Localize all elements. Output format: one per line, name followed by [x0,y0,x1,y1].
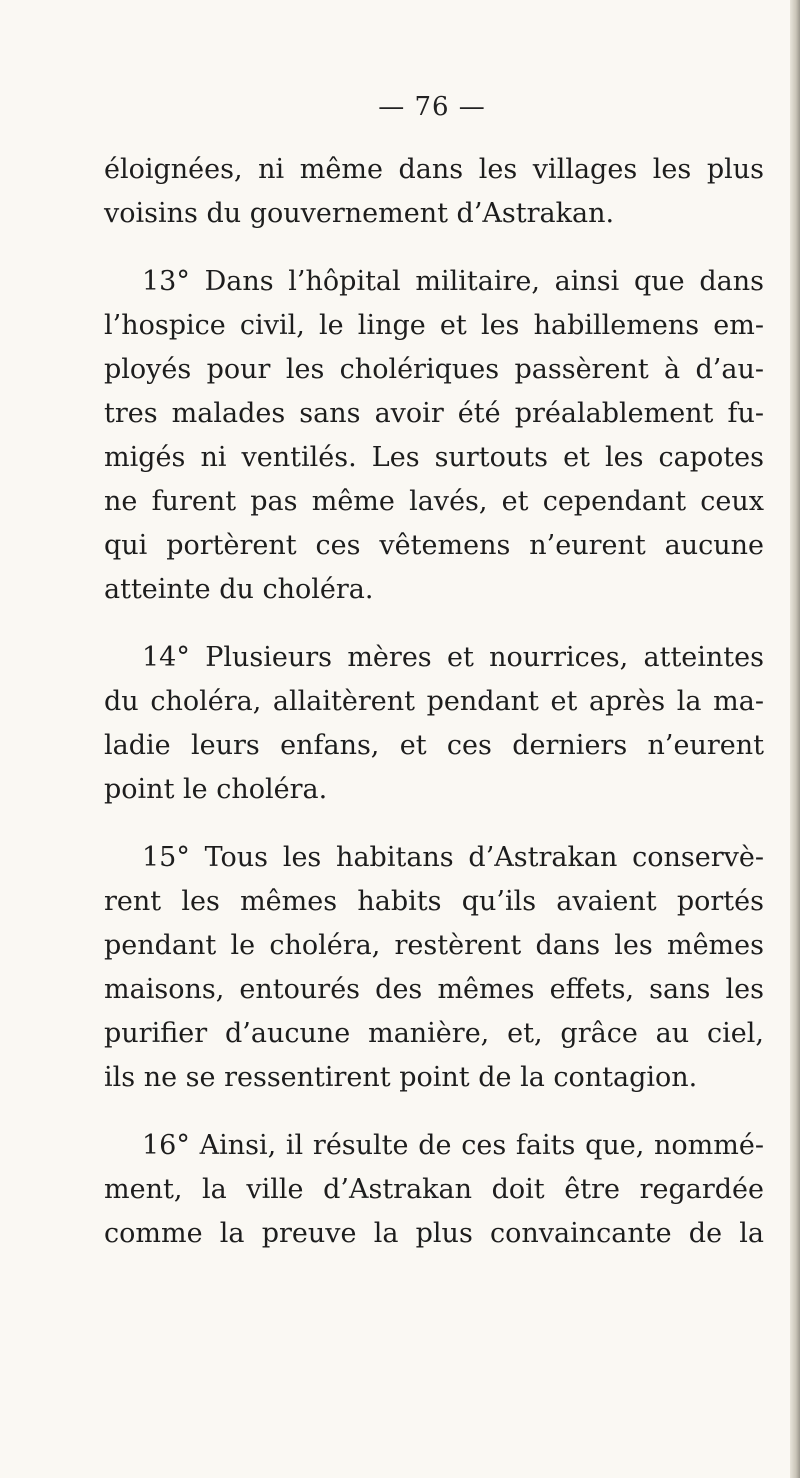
page-edge-shadow [790,0,800,1478]
paragraph [104,260,764,612]
text-line: atteinte du choléra. [104,574,374,605]
text-line: purifier d’aucune manière, et, grâce au ciel, [104,1018,764,1049]
text-line: éloignées, ni même dans les villages les plus [104,154,764,185]
paragraph [104,1124,764,1256]
page-text [104,148,764,1256]
text-line: ladie leurs enfans, et ces derniers n’eurent [104,730,764,761]
text-line: qui portèrent ces vêtemens n’eurent aucune [104,530,764,561]
text-line: maisons, entourés des mêmes effets, sans les [104,974,764,1005]
text-line: 13° Dans l’hôpital militaire, ainsi que dans [142,266,764,297]
text-line: ployés pour les cholériques passèrent à d’au- [104,354,764,385]
text-line: ne furent pas même lavés, et cependant ceux [104,486,764,517]
paragraph [104,836,764,1100]
text-line: 14° Plusieurs mères et nourrices, atteintes [142,642,764,673]
text-line: ils ne se ressentirent point de la contagion. [104,1062,698,1093]
text-line: 16° Ainsi, il résulte de ces faits que, nommé- [142,1130,764,1161]
paragraph [104,148,764,236]
text-line: du choléra, allaitèrent pendant et après la ma- [104,686,764,717]
text-line: l’hospice civil, le linge et les habillemens em- [104,310,764,341]
text-line: voisins du gouvernement d’Astrakan. [104,198,615,229]
text-line: pendant le choléra, restèrent dans les mêmes [104,930,764,961]
paragraph [104,636,764,812]
text-line: rent les mêmes habits qu’ils avaient portés [104,886,764,917]
text-line: ment, la ville d’Astrakan doit être regardée [104,1174,764,1205]
text-line: point le choléra. [104,774,328,805]
text-line: 15° Tous les habitans d’Astrakan conservè- [142,842,764,873]
text-line: tres malades sans avoir été préalablement fu- [104,398,764,429]
page-number: — 76 — [378,92,486,122]
text-line: migés ni ventilés. Les surtouts et les capotes [104,442,764,473]
text-line: comme la preuve la plus convaincante de la [104,1218,764,1249]
